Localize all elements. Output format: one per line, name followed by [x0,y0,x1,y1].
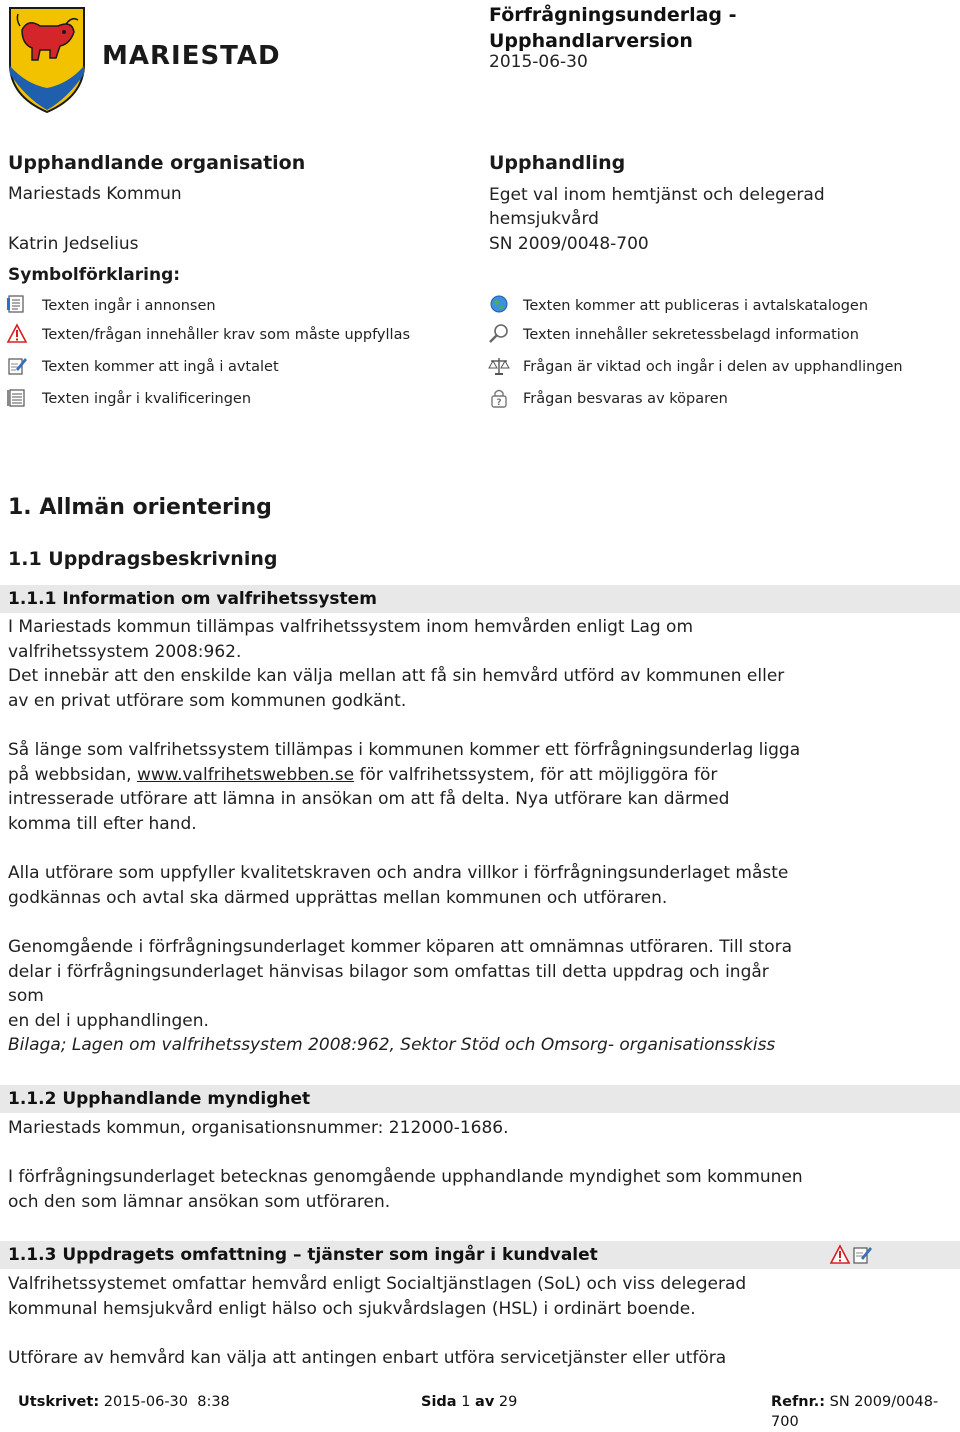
document-title-line2: Upphandlarversion [489,30,693,52]
footer-printed [18,1392,230,1412]
text-line: I förfrågningsunderlaget betecknas genomgående upphandlande myndighet som kommunen [8,1167,803,1187]
footer-reference [771,1392,960,1432]
section-1-1-1-heading: 1.1.1 Information om valfrihetssystem [0,585,960,613]
section-1-1-3-symbols [830,1244,874,1266]
contract-icon [854,1247,872,1263]
footer-ref-label: Refnr.: [771,1394,826,1410]
legend-label-contract: Texten kommer att ingå i avtalet [42,359,279,375]
scale-icon [488,355,510,377]
document-date: 2015-06-30 [489,52,588,72]
organisation-contact: Katrin Jedselius [8,234,139,254]
text-line: och den som lämnar ansökan som utföraren. [8,1191,391,1212]
text-line: I Mariestads kommun tillämpas valfrihetssystem inom hemvården enligt Lag om [8,617,694,637]
legend-label-list: Texten ingår i kvalificeringen [42,391,252,407]
text-segment: på webbsidan, [8,764,137,785]
legend-label-warning: Texten/frågan innehåller krav som måste uppfyllas [42,327,411,343]
paragraph-1-1-3-a [8,1272,808,1321]
attachment-note: Bilaga; Lagen om valfrihetssystem 2008:962, Sektor Stöd och Omsorg- organisationsskiss [8,1035,776,1055]
paragraph-1-1-1-b [8,738,808,836]
legend-label-annons: Texten ingår i annonsen [42,298,216,314]
text-line-with-link [8,763,808,788]
section-1-1-3-heading: 1.1.3 Uppdragets omfattning – tjänster som ingår i kundvalet [0,1241,960,1269]
paragraph-1-1-2-b [8,1165,808,1214]
logo-wordmark: MARIESTAD [102,41,281,71]
paragraph-1-1-1-d [8,935,808,1033]
text-line: intresserade utförare att lämna in ansökan om att få delta. Nya utförare kan därmed [8,789,730,810]
footer-page [421,1392,517,1412]
text-line: Valfrihetssystemet omfattar hemvård enligt Socialtjänstlagen (SoL) och viss delegerad [8,1274,747,1294]
contract-icon [6,355,28,377]
footer-page-total: 29 [498,1394,518,1410]
magnifier-icon [488,323,510,345]
footer-ref-value: SN 2009/0048-700 [771,1394,939,1430]
organisation-name: Mariestads Kommun [8,184,182,204]
procurement-heading: Upphandling [489,152,626,174]
section-1-heading: 1. Allmän orientering [8,495,272,520]
section-1-1-heading: 1.1 Uppdragsbeskrivning [8,548,278,570]
text-line: en del i upphandlingen. [8,1010,209,1031]
footer-page-of: av [475,1394,495,1410]
text-line: godkännas och avtal ska därmed upprättas mellan kommunen och utföraren. [8,887,668,908]
procurement-title-line1: Eget val inom hemtjänst och delegerad [489,185,825,205]
organisation-number: Mariestads kommun, organisationsnummer: 212000-1686. [8,1118,509,1138]
warning-icon [831,1246,849,1263]
legend-label-magnifier: Texten innehåller sekretessbelagd information [523,327,859,343]
coat-of-arms-icon [6,4,281,116]
globe-icon [488,293,510,315]
warning-icon [6,323,28,345]
legend-label-question: Frågan besvaras av köparen [523,391,728,407]
mariestad-logo [6,4,281,116]
text-line: kommunal hemsjukvård enligt hälso och sjukvårdslagen (HSL) i ordinärt boende. [8,1298,696,1319]
valfrihetswebben-link[interactable]: www.valfrihetswebben.se [136,764,355,785]
paragraph-1-1-1-c [8,861,808,910]
section-1-1-2-heading: 1.1.2 Upphandlande myndighet [0,1085,960,1113]
text-line: Så länge som valfrihetssystem tillämpas i kommunen kommer ett förfrågningsunderlag ligga [8,740,801,760]
procurement-title [489,183,825,231]
question-lock-icon [488,387,510,409]
text-segment: för valfrihetssystem, för att möjliggöra för [354,764,718,785]
legend-label-globe: Texten kommer att publiceras i avtalskatalogen [523,298,869,314]
legend-label-scale: Frågan är viktad och ingår i delen av upphandlingen [523,359,903,375]
paragraph-1-1-3-b: Utförare av hemvård kan välja att antingen enbart utföra servicetjänster eller utföra [8,1348,727,1368]
text-line: Genomgående i förfrågningsunderlaget kommer köparen att omnämnas utföraren. Till stora [8,937,793,957]
document-title [489,2,737,54]
footer-printed-value: 2015-06-30 8:38 [103,1394,230,1410]
footer-page-label: Sida [421,1394,457,1410]
procurement-title-line2: hemsjukvård [489,209,599,229]
text-line: av en privat utförare som kommunen godkänt. [8,690,407,711]
footer-page-current: 1 [461,1394,471,1410]
paragraph-1-1-1-a [8,615,808,713]
text-line: valfrihetssystem 2008:962. [8,641,242,662]
text-line: Alla utförare som uppfyller kvalitetskraven och andra villkor i förfrågningsunderlaget måste [8,863,789,883]
list-icon [6,387,28,409]
svg-text:?: ? [496,398,502,408]
legend-heading: Symbolförklaring: [8,265,181,285]
organisation-heading: Upphandlande organisation [8,152,306,174]
procurement-reference: SN 2009/0048-700 [489,234,649,254]
text-line: delar i förfrågningsunderlaget hänvisas bilagor som omfattas till detta uppdrag och ingår som [8,961,769,1007]
text-line: komma till efter hand. [8,813,197,834]
footer-printed-label: Utskrivet: [18,1394,100,1410]
text-line: Det innebär att den enskilde kan välja mellan att få sin hemvård utförd av kommunen eller [8,666,785,687]
annons-icon [6,293,28,315]
document-title-line1: Förfrågningsunderlag - [489,4,737,26]
